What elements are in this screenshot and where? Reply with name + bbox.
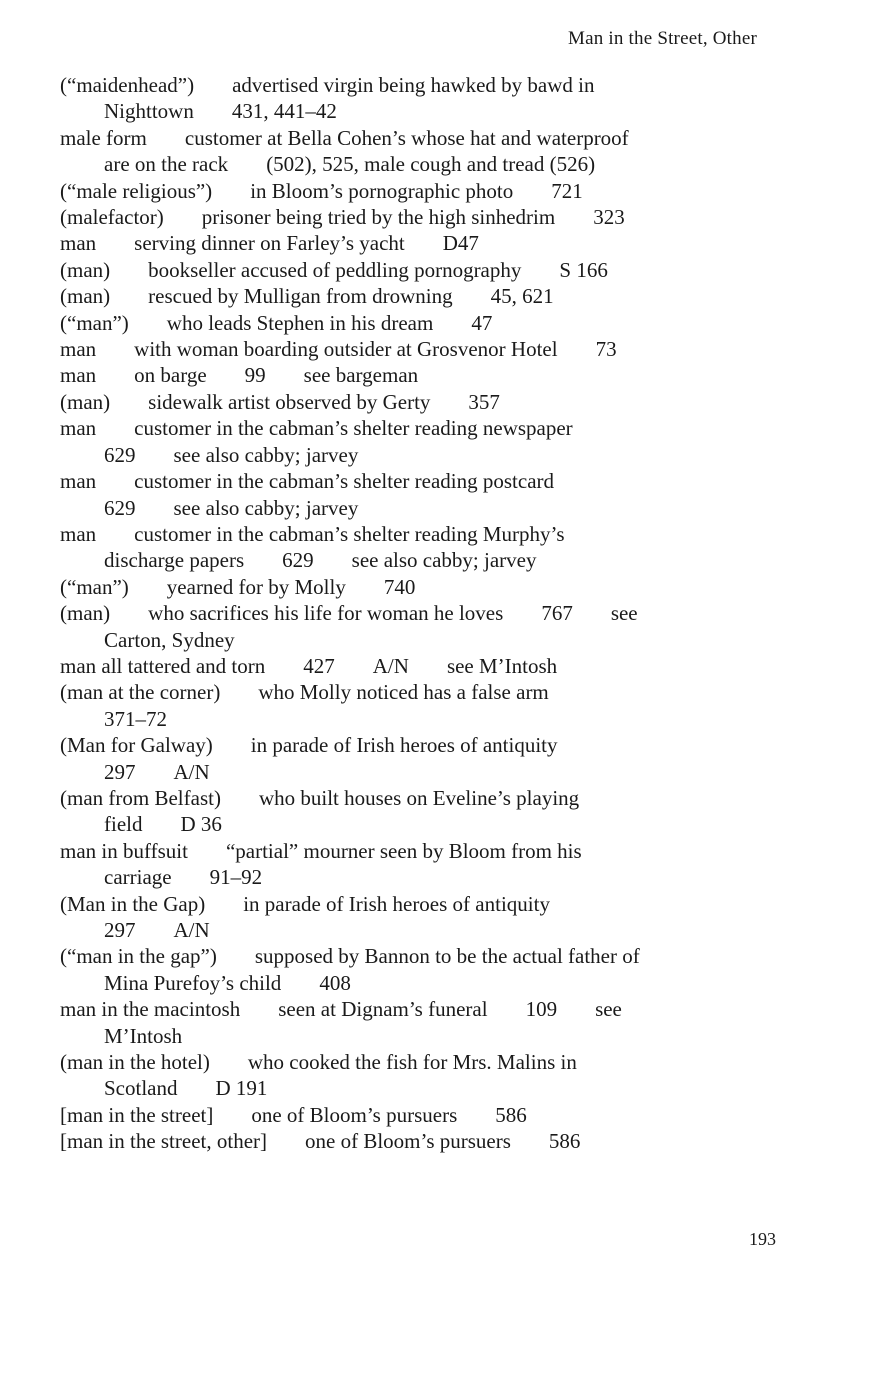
entry-segment: Mina Purefoy’s child <box>104 970 282 995</box>
index-entry <box>60 891 780 944</box>
index-entry <box>60 283 780 309</box>
index-entry <box>60 415 780 468</box>
entry-segment: A/N <box>173 918 210 942</box>
entry-segment: carriage <box>104 865 172 890</box>
entry-headword: man in the macintosh <box>60 997 241 1022</box>
entry-continuation-line <box>60 627 780 653</box>
entry-line <box>60 521 780 547</box>
entry-headword: (“maidenhead”) <box>60 73 195 97</box>
entry-line <box>60 600 780 626</box>
entry-segment: 47 <box>471 310 493 335</box>
entry-segment: D 191 <box>215 1076 268 1101</box>
entry-continuation-line <box>60 495 780 521</box>
entry-continuation-line <box>60 442 780 468</box>
entry-segment: one of Bloom’s pursuers <box>251 1102 458 1127</box>
entry-segment: 767 <box>541 601 573 626</box>
entry-segment: M’Intosh <box>104 1023 183 1048</box>
entry-segment: 99 <box>244 363 266 388</box>
entry-segment: Nighttown <box>104 99 194 124</box>
entry-segment: S 166 <box>559 257 608 282</box>
entry-line <box>60 283 780 309</box>
entry-headword: (man) <box>60 601 111 626</box>
entry-segment: A/N <box>173 759 210 784</box>
entry-continuation-line <box>60 970 780 996</box>
entry-segment: 297 <box>104 918 136 942</box>
entry-segment: see M’Intosh <box>446 653 558 678</box>
index-entry <box>60 600 780 653</box>
index-entry <box>60 178 780 204</box>
index-entry <box>60 996 780 1049</box>
entry-continuation-line <box>60 706 780 732</box>
entry-segment: with woman boarding outsider at Grosvenor Hotel <box>134 337 558 362</box>
entry-continuation-line <box>60 1075 780 1101</box>
entry-line <box>60 468 780 494</box>
entry-segment: 431, 441–42 <box>231 99 337 124</box>
entry-headword: (man) <box>60 389 111 414</box>
entry-segment: 297 <box>104 759 136 784</box>
entry-segment: sidewalk artist observed by Gerty <box>148 389 431 414</box>
entry-segment: 427 <box>303 653 335 678</box>
entry-headword: (malefactor) <box>60 205 164 230</box>
entry-headword: (man from Belfast) <box>60 785 221 810</box>
index-entry <box>60 257 780 283</box>
entry-line <box>60 230 780 256</box>
entry-segment: 91–92 <box>209 865 263 890</box>
index-entry <box>60 1049 780 1102</box>
entry-headword: man <box>60 469 97 494</box>
index-entry <box>60 653 780 679</box>
entry-line <box>60 415 780 441</box>
index-entry <box>60 732 780 785</box>
index-entry <box>60 1128 780 1154</box>
entry-segment: customer in the cabman’s shelter reading newspaper <box>134 416 573 441</box>
entry-headword: man <box>60 521 97 546</box>
entry-line <box>60 362 780 388</box>
entry-segment: 323 <box>593 205 625 230</box>
entry-segment: 109 <box>525 997 558 1022</box>
entry-segment: rescued by Mulligan from drowning <box>148 284 453 309</box>
entry-segment: 740 <box>383 574 416 599</box>
entry-continuation-line <box>60 864 780 890</box>
entry-line <box>60 996 780 1022</box>
entry-segment: in parade of Irish heroes of antiquity <box>243 891 550 916</box>
entry-continuation-line <box>60 1023 780 1049</box>
entry-continuation-line <box>60 759 780 785</box>
page-number: 193 <box>749 1229 776 1249</box>
entry-segment: who sacrifices his life for woman he loves <box>148 601 504 626</box>
entry-segment: 586 <box>495 1102 527 1127</box>
entry-segment: 586 <box>548 1129 581 1154</box>
entry-segment: 408 <box>319 970 351 995</box>
entry-segment: who leads Stephen in his dream <box>166 310 434 335</box>
entry-segment: 73 <box>595 337 617 362</box>
entry-segment: (502), 525, male cough and tread (526) <box>266 152 596 177</box>
index-entry <box>60 389 780 415</box>
entry-continuation-line <box>60 151 780 177</box>
entry-headword: man <box>60 337 97 362</box>
entry-segment: D 36 <box>180 812 222 837</box>
index-entry <box>60 574 780 600</box>
entry-line <box>60 1049 780 1075</box>
entry-headword: (man at the corner) <box>60 680 221 705</box>
index-entry <box>60 838 780 891</box>
index-entry <box>60 468 780 521</box>
index-entry <box>60 1102 780 1128</box>
entry-headword: (man) <box>60 257 111 282</box>
entry-segment: customer in the cabman’s shelter reading postcard <box>134 469 555 494</box>
entry-segment: who built houses on Eveline’s playing <box>258 785 580 810</box>
entry-segment: discharge papers <box>104 548 245 573</box>
index-entry <box>60 943 780 996</box>
index-entry <box>60 362 780 388</box>
index-entry <box>60 679 780 732</box>
index-entry <box>60 125 780 178</box>
entry-line <box>60 72 780 98</box>
entry-segment: on barge <box>134 363 207 388</box>
entry-headword: (Man for Galway) <box>60 733 213 758</box>
entry-segment: see <box>595 997 622 1022</box>
entry-segment: Scotland <box>104 1076 178 1101</box>
index-entry <box>60 310 780 336</box>
entry-line <box>60 574 780 600</box>
entry-segment: in Bloom’s pornographic photo <box>250 178 514 203</box>
entry-headword: (“man in the gap”) <box>60 944 217 969</box>
entry-segment: 357 <box>468 389 500 414</box>
entry-segment: seen at Dignam’s funeral <box>278 997 488 1022</box>
entry-continuation-line <box>60 98 780 124</box>
index-entry <box>60 521 780 574</box>
entry-segment: who Molly noticed has a false arm <box>258 680 549 705</box>
entry-headword: (Man in the Gap) <box>60 891 206 916</box>
entry-headword: (“male religious”) <box>60 178 213 203</box>
entry-line <box>60 679 780 705</box>
entry-segment: see also cabby; jarvey <box>173 495 359 520</box>
entry-segment: field <box>104 812 143 837</box>
entry-headword: (“man”) <box>60 574 129 599</box>
entry-line <box>60 178 780 204</box>
index-entry <box>60 230 780 256</box>
index-entry <box>60 204 780 230</box>
entry-segment: 629 <box>104 495 136 520</box>
entry-segment: see bargeman <box>303 363 419 388</box>
entry-segment: “partial” mourner seen by Bloom from his <box>225 838 582 863</box>
entry-line <box>60 336 780 362</box>
running-head: Man in the Street, Other <box>568 28 757 49</box>
entry-segment: see also cabby; jarvey <box>173 442 359 467</box>
entry-segment: prisoner being tried by the high sinhedrim <box>201 205 556 230</box>
entry-headword: (“man”) <box>60 310 129 335</box>
entry-line <box>60 1128 780 1154</box>
index-entry <box>60 72 780 125</box>
entry-segment: one of Bloom’s pursuers <box>305 1129 511 1154</box>
entry-line <box>60 891 780 917</box>
entry-segment: A/N <box>372 653 409 678</box>
entry-segment: 721 <box>551 178 583 203</box>
entry-line <box>60 257 780 283</box>
entry-line <box>60 943 780 969</box>
entry-segment: Carton, Sydney <box>104 627 235 652</box>
entry-headword: [man in the street] <box>60 1102 214 1127</box>
entry-headword: male form <box>60 125 147 150</box>
entry-line <box>60 389 780 415</box>
entry-segment: customer at Bella Cohen’s whose hat and waterproof <box>184 125 629 150</box>
entry-headword: (man) <box>60 284 111 309</box>
entry-segment: 45, 621 <box>490 284 554 309</box>
entry-segment: 629 <box>104 442 136 467</box>
entry-segment: see <box>610 601 638 626</box>
entry-segment: who cooked the fish for Mrs. Malins in <box>247 1050 577 1075</box>
entry-segment: yearned for by Molly <box>166 574 346 599</box>
entry-headword: [man in the street, other] <box>60 1129 268 1154</box>
entry-headword: man in buffsuit <box>60 838 188 863</box>
index-entries <box>60 72 780 1155</box>
entry-segment: see also cabby; jarvey <box>351 548 537 573</box>
entry-continuation-line <box>60 547 780 573</box>
entry-segment: advertised virgin being hawked by bawd in <box>232 73 595 97</box>
entry-segment: 371–72 <box>104 706 167 731</box>
entry-segment: D47 <box>442 231 479 256</box>
index-entry <box>60 336 780 362</box>
entry-continuation-line <box>60 811 780 837</box>
entry-line <box>60 732 780 758</box>
entry-headword: (man in the hotel) <box>60 1050 210 1075</box>
entry-headword: man <box>60 231 97 256</box>
entry-headword: man <box>60 416 97 441</box>
entry-segment: are on the rack <box>104 152 229 177</box>
entry-continuation-line <box>60 917 780 943</box>
entry-headword: man all tattered and torn <box>60 653 266 678</box>
entry-segment: in parade of Irish heroes of antiquity <box>250 733 558 758</box>
entry-line <box>60 204 780 230</box>
entry-segment: customer in the cabman’s shelter reading Murphy’s <box>134 521 565 546</box>
entry-line <box>60 310 780 336</box>
entry-line <box>60 838 780 864</box>
entry-line <box>60 1102 780 1128</box>
entry-segment: 629 <box>282 548 314 573</box>
entry-segment: bookseller accused of peddling pornography <box>148 257 522 282</box>
entry-segment: serving dinner on Farley’s yacht <box>134 231 405 256</box>
entry-headword: man <box>60 363 97 388</box>
entry-line <box>60 785 780 811</box>
entry-line <box>60 125 780 151</box>
entry-segment: supposed by Bannon to be the actual father of <box>254 944 640 969</box>
index-entry <box>60 785 780 838</box>
entry-line <box>60 653 780 679</box>
